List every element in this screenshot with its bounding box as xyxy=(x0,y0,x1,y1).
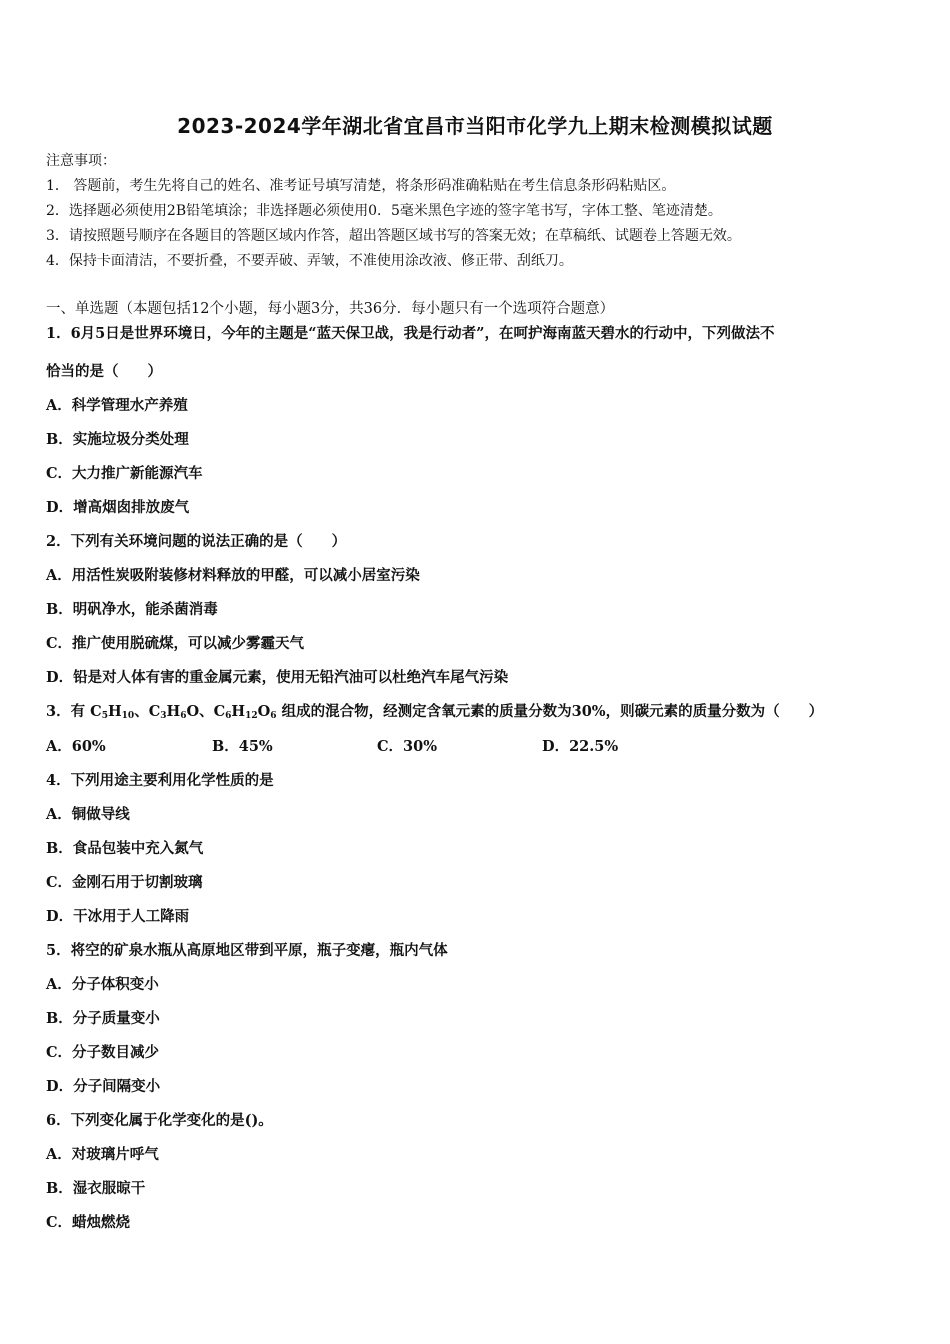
q5-option-b: B．分子质量变小 xyxy=(46,1010,160,1027)
q5-option-a: A．分子体积变小 xyxy=(46,976,159,993)
q1-stem-line2: 恰当的是（ ） xyxy=(46,363,162,380)
section-heading: 一、单选题（本题包括12个小题，每小题3分，共36分．每小题只有一个选项符合题意） xyxy=(46,301,615,317)
q6-stem: 6．下列变化属于化学变化的是()。 xyxy=(46,1112,273,1129)
q5-option-d: D．分子间隔变小 xyxy=(46,1078,161,1095)
notice-heading: 注意事项： xyxy=(46,153,116,169)
q4-stem: 4．下列用途主要利用化学性质的是 xyxy=(46,772,274,789)
q1-stem-line1: 1．6月5日是世界环境日，今年的主题是“蓝天保卫战，我是行动者”，在呵护海南蓝天碧水的行动中，下列做法不 xyxy=(46,325,775,342)
notice-item-2: 2．选择题必须使用2B铅笔填涂；非选择题必须使用0．5毫米黑色字迹的签字笔书写，字体工整、笔迹清楚。 xyxy=(46,203,722,219)
notice-item-4: 4．保持卡面清洁，不要折叠，不要弄破、弄皱，不准使用涂改液、修正带、刮纸刀。 xyxy=(46,253,573,269)
q4-option-b: B．食品包装中充入氮气 xyxy=(46,840,204,857)
q1-option-d: D．增高烟囱排放废气 xyxy=(46,499,190,516)
q2-option-c: C．推广使用脱硫煤，可以减少雾霾天气 xyxy=(46,635,305,652)
q3-stem: 3．有 $C_5H_{10}$、$C_3H_6O$、$C_6H_{12}O_6$ 组成的混合物，经测定含氧元素的质量分数为30%，则碳元素的质量分数为（ ） xyxy=(46,703,824,721)
q2-option-d: D．铅是对人体有害的重金属元素，使用无铅汽油可以杜绝汽车尾气污染 xyxy=(46,669,509,686)
notice-item-1: 1． 答题前，考生先将自己的姓名、准考证号填写清楚，将条形码准确粘贴在考生信息条形码粘贴区。 xyxy=(46,178,676,194)
q2-option-b: B．明矾净水，能杀菌消毒 xyxy=(46,601,218,618)
q2-stem: 2．下列有关环境问题的说法正确的是（ ） xyxy=(46,533,347,550)
q4-option-c: C．金刚石用于切割玻璃 xyxy=(46,874,203,891)
q3-option-d: D．22.5% xyxy=(542,738,619,755)
notice-item-3: 3．请按照题号顺序在各题目的答题区域内作答，超出答题区域书写的答案无效；在草稿纸、试题卷上答题无效。 xyxy=(46,228,741,244)
q1-option-b: B．实施垃圾分类处理 xyxy=(46,431,189,448)
q1-option-a: A．科学管理水产养殖 xyxy=(46,397,188,414)
q3-formula-1: $C_5H_{10}$ xyxy=(90,703,135,721)
page-title: 2023-2024学年湖北省宜昌市当阳市化学九上期末检测模拟试题 xyxy=(177,114,773,138)
q4-option-d: D．干冰用于人工降雨 xyxy=(46,908,190,925)
q6-option-c: C．蜡烛燃烧 xyxy=(46,1214,131,1231)
q6-option-b: B．湿衣服晾干 xyxy=(46,1180,146,1197)
q1-option-c: C．大力推广新能源汽车 xyxy=(46,465,203,482)
q6-option-a: A．对玻璃片呼气 xyxy=(46,1146,159,1163)
q3-formula-3: $C_6H_{12}O_6$ xyxy=(213,703,277,721)
q5-option-c: C．分子数目减少 xyxy=(46,1044,160,1061)
q3-option-c: C．30% xyxy=(377,738,437,755)
q2-option-a: A．用活性炭吸附装修材料释放的甲醛，可以减小居室污染 xyxy=(46,567,420,584)
q3-option-b: B．45% xyxy=(212,738,273,755)
q4-option-a: A．铜做导线 xyxy=(46,806,130,823)
q3-formula-2: $C_3H_6O$ xyxy=(148,703,200,721)
q3-prefix: 3．有 xyxy=(46,703,91,720)
q3-option-a: A．60% xyxy=(46,738,106,755)
q3-suffix: 组成的混合物，经测定含氧元素的质量分数为30%，则碳元素的质量分数为（ ） xyxy=(276,703,824,720)
q5-stem: 5．将空的矿泉水瓶从高原地区带到平原，瓶子变瘪，瓶内气体 xyxy=(46,942,448,959)
